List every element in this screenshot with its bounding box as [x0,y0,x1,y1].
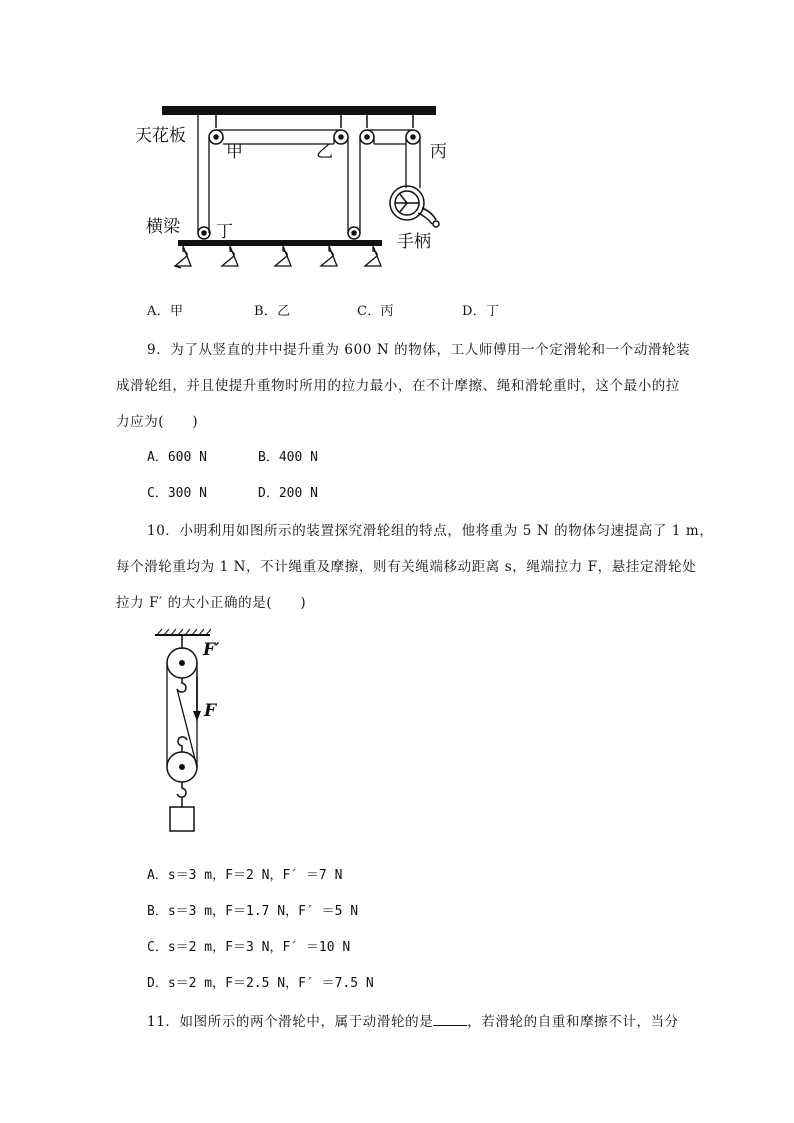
q10-option-a: A．s＝3 m，F＝2 N，F′ ＝7 N [147,868,343,883]
pulley-yi-label: 乙 [316,142,333,162]
q10-option-d: D．s＝2 m，F＝2.5 N，F′ ＝7.5 N [147,976,374,991]
pulley-bing-label: 丙 [430,142,447,162]
beam-label: 横梁 [146,217,180,237]
q8-option-d: D．丁 [462,304,500,319]
weight-block [170,807,194,831]
q9-option-d: D．200 N [258,486,318,501]
pulley-ding-label: 丁 [216,222,233,242]
beam-bar [178,240,382,246]
q9-line-2: 成滑轮组，并且使提升重物时所用的拉力最小，在不计摩擦、绳和滑轮重时，这个最小的拉 [116,378,680,394]
f-prime-label: F′ [203,640,220,660]
q9-option-b: B．400 N [258,450,318,465]
pulley-ding [198,227,210,239]
ceiling-bar [162,106,436,115]
q10-option-c: C．s＝2 m，F＝3 N，F′ ＝10 N [147,940,351,955]
q9-option-c: C．300 N [147,486,207,501]
pulley-block-diagram [140,625,240,840]
pulley-jia-label: 甲 [226,142,243,162]
q10-line-1: 10．小明利用如图所示的装置探究滑轮组的特点，他将重为 5 N 的物体匀速提高了 1 m， [147,523,714,539]
pulley-bing [406,130,420,144]
q8-option-a: A．甲 [147,304,184,319]
crank-handle [390,186,439,227]
hangers [175,246,381,268]
q9-line-3: 力应为( ) [116,414,199,430]
q11-text-after: ，若滑轮的自重和摩擦不计，当分 [467,1014,679,1030]
f-label: F [204,701,217,721]
q10-option-b: B．s＝3 m，F＝1.7 N，F′ ＝5 N [147,904,359,919]
q11-line-1 [147,1010,679,1030]
q11-answer-blank[interactable] [433,1013,467,1026]
q10-line-2: 每个滑轮重均为 1 N，不计绳重及摩擦，则有关绳端移动距离 s，绳端拉力 F，悬挂定滑轮处 [116,559,697,575]
q8-option-c: C．丙 [357,304,394,319]
pulley-yi-right [360,130,374,144]
q9-option-a: A．600 N [147,450,207,465]
q11-text-before: 11．如图所示的两个滑轮中，属于动滑轮的是 [147,1014,434,1030]
handle-label: 手柄 [397,232,431,252]
fixed-pulley [167,648,197,678]
q10-line-3: 拉力 F′ 的大小正确的是( ) [116,595,307,611]
pulley-beam-right [348,227,360,239]
q9-line-1: 9．为了从竖直的井中提升重为 600 N 的物体，工人师傅用一个定滑轮和一个动滑轮装 [147,342,691,358]
clothes-rack-diagram [0,0,794,300]
pulley-jia [209,130,223,144]
pulley-yi-left [334,130,348,144]
movable-pulley [167,752,197,782]
ceiling-label: 天花板 [135,126,186,146]
ropes [198,115,420,233]
q8-option-b: B．乙 [254,304,291,319]
